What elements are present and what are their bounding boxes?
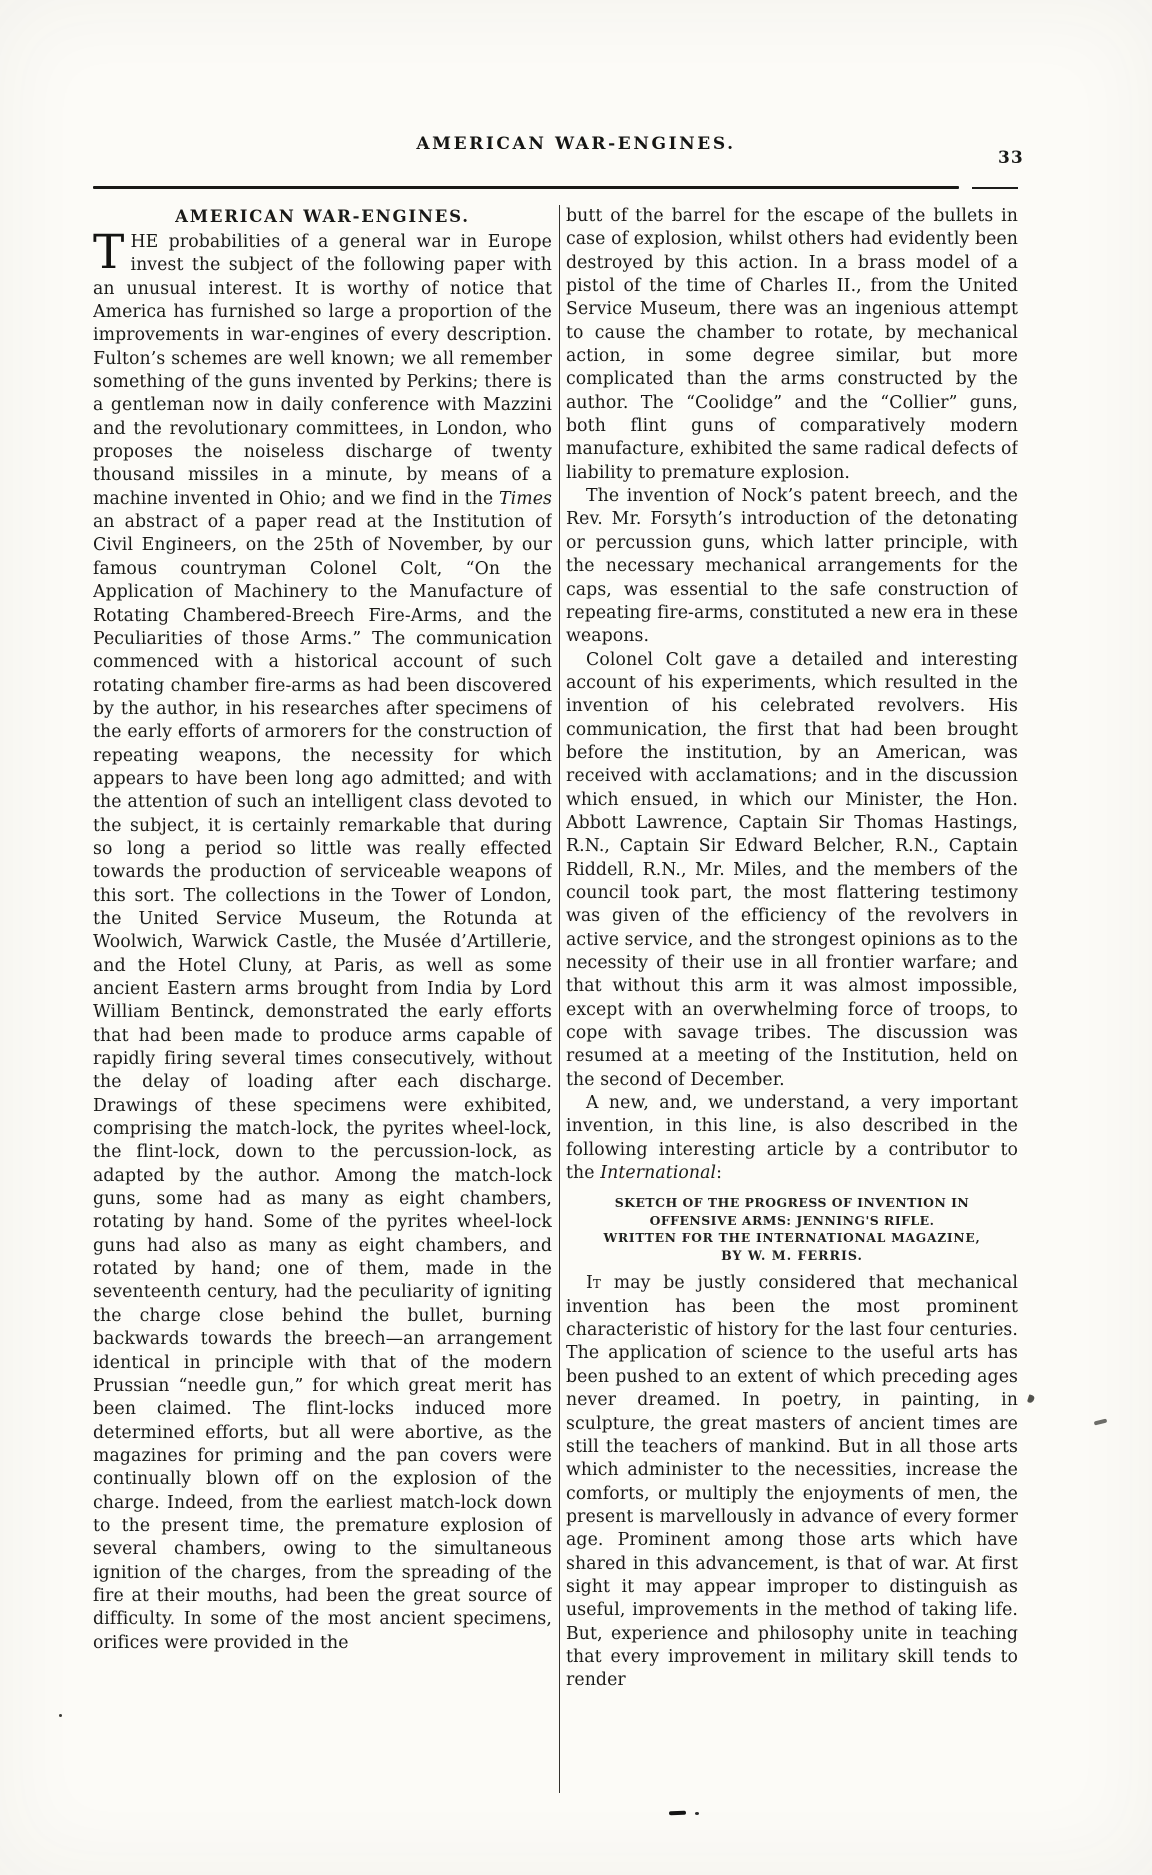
article-subheader (570, 1194, 1014, 1265)
left-column-text: HE probabilities of a general war in Europe invest the subject of the following paper with an unusual interest. It is worthy of notice that America has furnished so large a proportion of the improvements in war-engines of every description. Fulton’s schemes are well known; we all remember something of the guns invented by Perkins; there is a gentleman now in daily conference with Mazzini and the revolutionary committees, in London, who proposes the noiseless discharge of twenty thousand missiles in a minute, by means of a machine invented in Ohio; and we find in the Times an abstract of a paper read at the Institution of Civil Engineers, on the 25th of November, by our famous countryman Colonel Colt, “On the Application of Machinery to the Manufacture of Rotating Chambered-Breech Fire-Arms, and the Peculiarities of those Arms.” The communication commenced with a historical account of such rotating chamber fire-arms as had been discovered by the author, in his researches after specimens of the early efforts of armorers for the construction of repeating weapons, the necessity for which appears to have been long ago admitted; and with the attention of such an intelligent class devoted to the subject, it is certainly remarkable that during so long a period so little was really effected towards the production of serviceable weapons of this sort. The collections in the Tower of London, the United Service Museum, the Rotunda at Woolwich, Warwick Castle, the Musée d’Artillerie, and the Hotel Cluny, at Paris, as well as some ancient Eastern arms brought from India by Lord William Bentinck, demonstrated the early efforts that had been made to produce arms capable of rapidly firing several times consecutively, without the delay of loading after each discharge. Drawings of these specimens were exhibited, comprising the match-lock, the pyrites wheel-lock, the flint-lock, down to the percussion-lock, as adapted by the author. Among the match-lock guns, some had as many as eight chambers, rotating by hand. Some of the pyrites wheel-lock guns had also as many as eight chambers, and rotated by hand; one of them, made in the seventeenth century, had the peculiarity of igniting the charge close behind the bullet, burning backwards towards the breech—an arrangement identical in principle with that of the modern Prussian “needle gun,” for which great merit has been claimed. The flint-locks induced more determined efforts, but all were abortive, as the magazines for priming and the pan covers were continually blown off on the explosion of the charge. Indeed, from the earliest match-lock down to the present time, the premature explosion of several chambers, owing to the simultaneous ignition of the charges, from the spreading of the fire at their mouths, had been the great source of difficulty. In some of the most ancient specimens, orifices were provided in the (93, 232, 552, 1653)
running-header (0, 134, 1152, 168)
left-column (93, 205, 552, 1845)
page-number: 33 (998, 148, 1024, 168)
paragraph-nock-breech: The invention of Nock’s patent breech, and the Rev. Mr. Forsyth’s introduction of the detonating or percussion guns, which latter principle, with the necessary mechanical arrangements for the caps, was essential to the safe construction of repeating fire-arms, constituted a new era in these weapons. (566, 486, 1018, 647)
ink-mark-squiggle (1094, 1418, 1108, 1425)
header-rule-segment (972, 187, 1018, 189)
text-columns (93, 205, 1019, 1845)
ink-mark-dash (669, 1811, 686, 1816)
paragraph-ferris-article: It may be justly considered that mechanical invention has been the most prominent characteristic of history for the last four centuries. The application of science to the useful arts has been pushed to an extent of which preceding ages never dreamed. In poetry, in painting, in sculpture, the great masters of ancient times are still the teachers of mankind. But in all those arts which administer to the necessities, increase the comforts, or multiply the enjoyments of men, the present is marvellously in advance of every former age. Prominent among those arts which have shared in this advancement, is that of war. At first sight it may appear improper to distinguish as useful, improvements in the method of taking life. But, experience and philosophy unite in teaching that every improvement in military skill tends to render (566, 1273, 1018, 1691)
ink-mark-smudge (1027, 1394, 1035, 1403)
paragraph-colonel-colt: Colonel Colt gave a detailed and interesting account of his experiments, which resulted in the invention of his celebrated revolvers. His communication, the first that had been brought before the institution, by an American, was received with acclamations; and in the discussion which ensued, in which our Minister, the Hon. Abbott Lawrence, Captain Sir Thomas Hastings, R.N., Captain Sir Edward Belcher, R.N., Captain Riddell, R.N., Mr. Miles, and the members of the council took part, the most flattering testimony was given of the efficiency of the revolvers in active service, and the strongest opinions as to the necessity of their use in all frontier warfare; and that without this arm it was almost impossible, except with an overwhelming force of troops, to cope with savage tribes. The discussion was resumed at a meeting of the Institution, held on the second of December. (566, 649, 1018, 1090)
article-title: AMERICAN WAR-ENGINES. (175, 207, 470, 226)
subheader-written-for-line: WRITTEN FOR THE INTERNATIONAL MAGAZINE, (603, 1231, 981, 1246)
header-rule (93, 186, 959, 189)
paragraph-continuation: butt of the barrel for the escape of the bullets in case of explosion, whilst others had evidently been destroyed by this action. In a brass model of a pistol of the time of Charles II., from the United Service Museum, there was an ingenious attempt to cause the chamber to rotate, by mechanical action, in some degree similar, but more complicated than the arms constructed by the author. The “Coolidge” and the “Collier” guns, both flint guns of comparatively modern manufacture, exhibited the same radical defects of liability to premature explosion. (566, 206, 1018, 483)
ink-mark-speck (59, 1714, 62, 1717)
drop-cap: T (93, 225, 125, 280)
right-column (566, 205, 1018, 1845)
left-column-paragraph (93, 225, 552, 1655)
running-header-title: AMERICAN WAR-ENGINES. (416, 134, 736, 154)
subheader-sketch-line: SKETCH OF THE PROGRESS OF INVENTION IN OFFENSIVE ARMS: JENNING'S RIFLE. (614, 1195, 970, 1228)
column-divider-rule (559, 205, 560, 1793)
subheader-byline: BY W. M. FERRIS. (721, 1248, 863, 1264)
paragraph-new-invention: A new, and, we understand, a very important invention, in this line, is also described in the following interesting article by a contributor to the International: (566, 1093, 1018, 1184)
ink-mark-dot (695, 1812, 699, 1815)
